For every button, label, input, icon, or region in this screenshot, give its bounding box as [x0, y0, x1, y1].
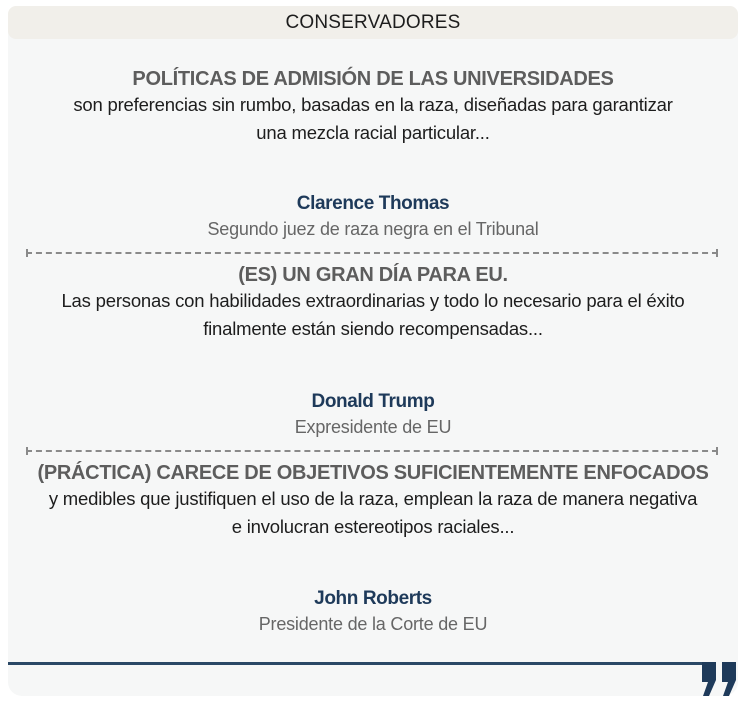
dashed-divider [26, 252, 718, 254]
author-role: Expresidente de EU [294, 417, 452, 437]
quote-lead: POLÍTICAS DE ADMISIÓN DE LAS UNIVERSIDADES [132, 68, 614, 90]
dashed-divider [26, 450, 718, 452]
quote-lead: (PRÁCTICA) CARECE DE OBJETIVOS SUFICIENTEMENTE ENFOCADOS [37, 462, 709, 484]
author-role: Presidente de la Corte de EU [258, 614, 488, 634]
quote-author [8, 587, 738, 637]
closing-quote-icon [700, 660, 740, 700]
author-name: Clarence Thomas [296, 193, 450, 214]
quote-text: Las personas con habilidades extraordinarias y todo lo necesario para el éxito finalmente están siendo recompensadas... [61, 290, 685, 339]
quote-text: son preferencias sin rumbo, basadas en la raza, diseñadas para garantizar una mezcla racial particular... [73, 94, 673, 143]
quote-block [8, 462, 738, 541]
quote-block [8, 264, 738, 343]
quotes-card [8, 6, 738, 696]
quote-text: y medibles que justifiquen el uso de la raza, emplean la raza de manera negativa e involucran estereotipos raciales... [48, 488, 698, 537]
author-name: John Roberts [314, 588, 432, 609]
section-title: CONSERVADORES [285, 11, 461, 33]
author-role: Segundo juez de raza negra en el Tribunal [207, 219, 539, 239]
section-header [8, 6, 738, 39]
bottom-rule [8, 662, 708, 665]
quote-block [8, 68, 738, 147]
author-name: Donald Trump [311, 391, 435, 412]
quote-author [8, 192, 738, 242]
quote-author [8, 390, 738, 440]
quote-lead: (ES) UN GRAN DÍA PARA EU. [238, 264, 508, 286]
